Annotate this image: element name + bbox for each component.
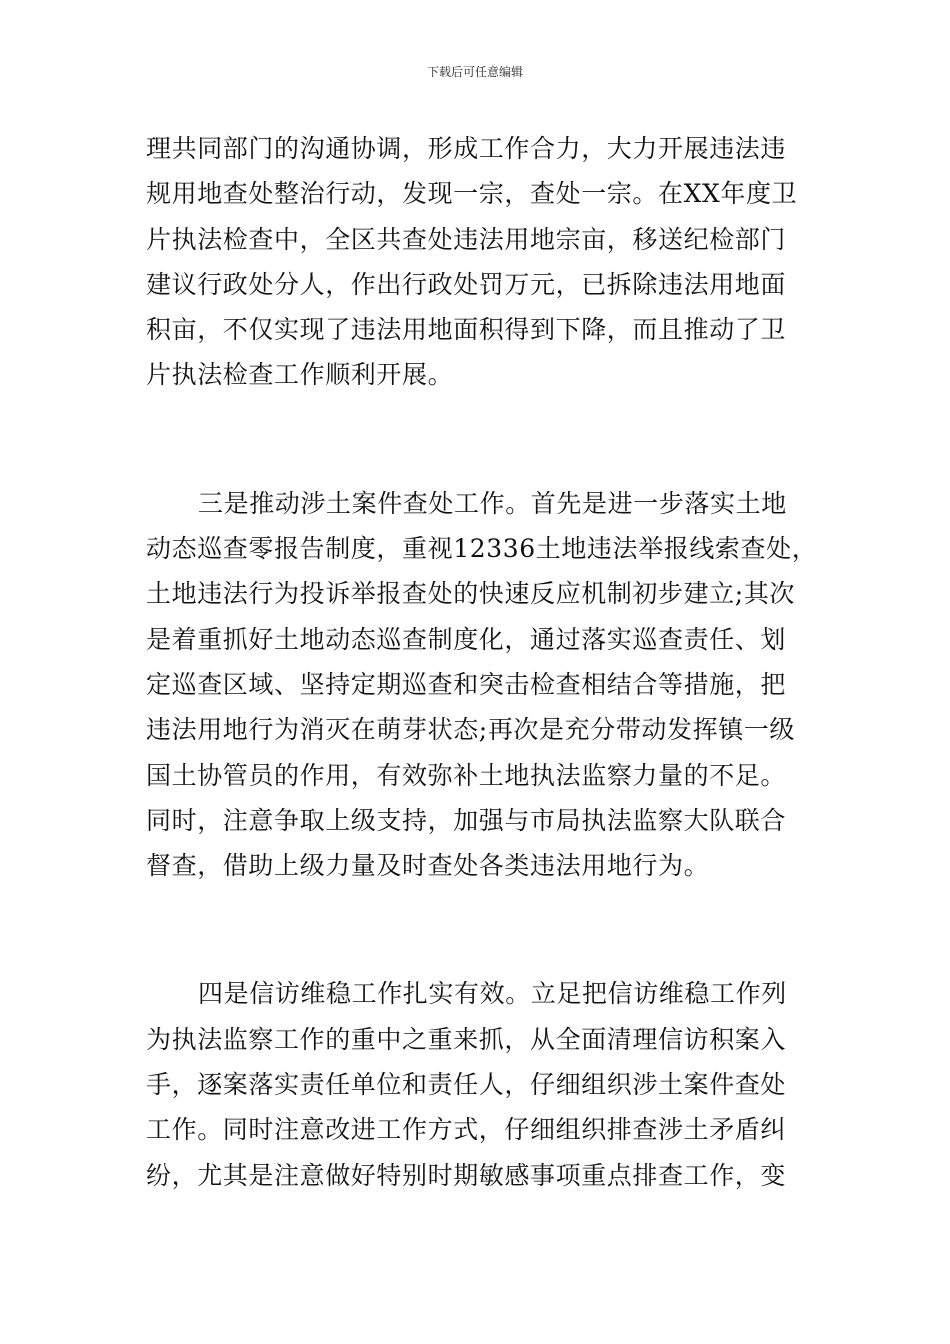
document-body xyxy=(146,126,818,1198)
paragraph-2 xyxy=(146,481,818,889)
text-line: 四是信访维稳工作扎实有效。立足把信访维稳工作列 xyxy=(198,979,787,1009)
paragraph-1 xyxy=(146,126,806,398)
paragraph-3 xyxy=(146,971,806,1197)
text-line: 土地违法行为投诉举报查处的快速反应机制初步建立;其次 xyxy=(146,579,796,609)
text-line: 督查，借助上级力量及时查处各类违法用地行为。 xyxy=(146,851,710,881)
text-line: 三是推动涉土案件查处工作。首先是进一步落实土地 xyxy=(198,488,787,518)
text-line: 国土协管员的作用，有效弥补土地执法监察力量的不足。 xyxy=(146,760,787,790)
text-line: 理共同部门的沟通协调，形成工作合力，大力开展违法违 xyxy=(146,134,787,163)
text-line: 动态巡查零报告制度，重视12336土地违法举报线索查处， xyxy=(146,534,818,564)
text-line: 规用地查处整治行动，发现一宗，查处一宗。在XX年度卫 xyxy=(146,179,798,209)
text-line: 纷，尤其是注意做好特别时期敏感事项重点排查工作，变 xyxy=(146,1160,787,1190)
text-line: 片执法检查工作顺利开展。 xyxy=(146,360,454,390)
text-line: 建议行政处分人，作出行政处罚万元，已拆除违法用地面 xyxy=(146,269,787,299)
text-line: 定巡查区域、坚持定期巡查和突击检查相结合等措施，把 xyxy=(146,669,787,699)
text-line: 片执法检查中，全区共查处违法用地宗亩，移送纪检部门 xyxy=(146,224,787,254)
text-line: 手，逐案落实责任单位和责任人，仔细组织涉土案件查处 xyxy=(146,1070,787,1100)
text-line: 工作。同时注意改进工作方式，仔细组织排查涉土矛盾纠 xyxy=(146,1115,787,1145)
text-line: 同时，注意争取上级支持，加强与市局执法监察大队联合 xyxy=(146,805,787,835)
text-line: 违法用地行为消灭在萌芽状态;再次是充分带动发挥镇一级 xyxy=(146,715,796,745)
page-header-note: 下载后可任意编辑 xyxy=(426,65,523,79)
text-line: 为执法监察工作的重中之重来抓，从全面清理信访积案入 xyxy=(146,1024,787,1054)
paragraph-gap xyxy=(146,398,806,481)
text-line: 是着重抓好土地动态巡查制度化，通过落实巡查责任、划 xyxy=(146,624,787,654)
paragraph-gap xyxy=(146,888,806,971)
text-line: 积亩，不仅实现了违法用地面积得到下降，而且推动了卫 xyxy=(146,315,787,345)
